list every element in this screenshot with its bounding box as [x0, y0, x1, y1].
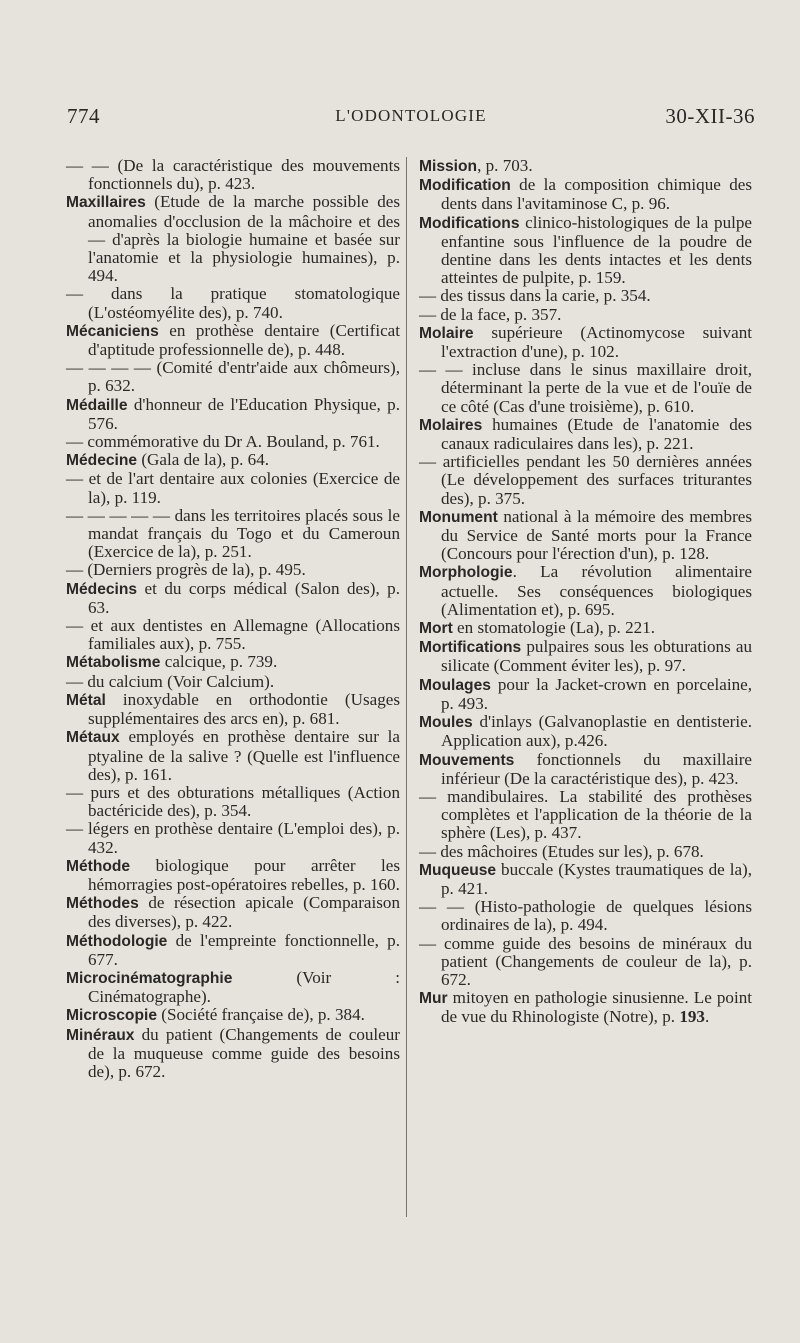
entry-text: humaines (Etude de l'anatomie des canaux radiculaires dans les), p. 221. [441, 414, 752, 454]
index-entry [66, 653, 400, 672]
entry-headword: Médecine [66, 452, 138, 470]
entry-text: (Société française de), p. 384. [157, 1005, 365, 1025]
index-entry [419, 898, 752, 934]
entry-text: — artificielles pendant les 50 dernières années (Le développement des surfaces triturantes des), p. 375. [419, 452, 752, 508]
entry-text: , p. 703. [477, 156, 533, 175]
index-entry [419, 619, 752, 638]
entry-text: — et de l'art dentaire aux colonies (Exercice de la), p. 119. [66, 469, 400, 507]
index-entry [66, 322, 400, 359]
entry-text: du patient (Changements de couleur de la muqueuse comme guide des besoins de), p. 672. [88, 1024, 400, 1081]
entry-headword: Métabolisme [66, 654, 161, 672]
entry-text: d'inlays (Galvanoplastie en dentisterie. Application aux), p.426. [441, 712, 752, 751]
entry-text: de l'empreinte fonctionnelle, p. 677. [88, 930, 400, 969]
index-entry [419, 324, 752, 361]
index-entry [66, 470, 400, 506]
entry-text: — — — — (Comité d'entr'aide aux chômeurs), p. 632. [66, 358, 400, 396]
entry-text: de résection apicale (Comparaison des diverses), p. 422. [88, 893, 400, 932]
entry-headword: Mortifications [419, 639, 522, 657]
entry-headword: Médaille [66, 396, 128, 414]
entry-text: de la composition chimique des dents dans l'avitaminose C, p. 96. [441, 175, 752, 214]
entry-text: biologique pour arrêter les hémorragies post-opératoires rebelles, p. 160. [88, 855, 400, 894]
index-entry [419, 861, 752, 898]
index-entry [419, 508, 752, 564]
entry-headword: Morphologie [419, 564, 513, 582]
entry-headword: Monument [419, 508, 498, 526]
entry-headword: Microcinématographie [66, 969, 233, 987]
entry-text: (Voir : Cinématographe). [88, 967, 400, 1007]
entry-text: et du corps médical (Salon des), p. 63. [88, 578, 400, 617]
entry-text: supérieure (Actinomycose suivant l'extraction d'une), p. 102. [441, 322, 752, 362]
entry-text: . La révolution alimentaire actuelle. Ses conséquences biologiques (Alimentation et), p. 695. [441, 562, 752, 619]
running-header [67, 104, 755, 134]
entry-text: — dans la pratique stomatologique (L'ostéomyélite des), p. 740. [66, 284, 400, 322]
entry-headword: Muqueuse [419, 861, 497, 879]
entry-headword: Médecins [66, 580, 138, 598]
index-entry [66, 285, 400, 321]
entry-text: — — — — — dans les territoires placés sous le mandat français du Togo et du Cameroun (Exercice de la), p. 251. [66, 505, 400, 562]
index-entry [66, 784, 400, 820]
index-entry [419, 453, 752, 508]
entry-text: (Etude de la marche possible des anomalies d'occlusion de la mâchoire et des — d'après la biologie humaine et basée sur l'anatomie et la physiologie humaines), p. 494. [88, 192, 400, 286]
entry-text: — et aux dentistes en Allemagne (Allocations familiales aux), p. 755. [66, 616, 400, 654]
entry-headword: Modification [419, 177, 511, 195]
entry-headword: Mission [419, 158, 478, 175]
column-divider [406, 157, 407, 1217]
index-entry [419, 416, 752, 453]
entry-text: — commémorative du Dr A. Bouland, p. 761. [66, 432, 380, 452]
index-entry [66, 894, 400, 931]
index-entry [66, 969, 400, 1006]
index-entry [66, 932, 400, 969]
entry-text: fonctionnels du maxillaire inférieur (De la caractéristique des), p. 423. [441, 749, 752, 788]
entry-text: employés en prothèse dentaire sur la ptyaline de la salive ? (Quelle est l'influence des), p. 161. [88, 727, 400, 784]
entry-text: calcique, p. 739. [160, 652, 278, 672]
entry-text: — des mâchoires (Etudes sur les), p. 678. [419, 841, 704, 861]
entry-text: (Gala de la), p. 64. [137, 450, 270, 470]
index-entry [66, 617, 400, 653]
entry-text: — comme guide des besoins de minéraux du patient (Changements de couleur de la), p. 672. [419, 933, 752, 989]
index-entry [419, 676, 752, 713]
entry-text: — (Derniers progrès de la), p. 495. [66, 560, 306, 580]
index-entry [419, 788, 752, 843]
page-number: 774 [67, 104, 100, 128]
entry-text: pulpaires sous les obturations au silicate (Comment éviter les), p. 97. [441, 637, 752, 676]
entry-text: en stomatologie (La), p. 221. [452, 618, 656, 638]
entry-headword: Molaires [419, 416, 483, 434]
index-entry [66, 691, 400, 728]
index-column-right [419, 157, 752, 1027]
entry-headword: Métaux [66, 729, 120, 747]
index-entry [66, 673, 400, 691]
entry-text: — purs et des obturations métalliques (Action bactéricide des), p. 354. [66, 782, 400, 821]
entry-text: national à la mémoire des membres du Service de Santé morts pour la France (Concours pour l'érection d'un), p. 128. [441, 506, 752, 564]
entry-headword: Mur [419, 990, 448, 1008]
entry-headword: Métal [66, 691, 106, 709]
index-entry [66, 433, 400, 451]
index-entry [66, 561, 400, 579]
index-entry [66, 451, 400, 470]
entry-headword: Méthodologie [66, 932, 168, 950]
index-entry [66, 728, 400, 784]
index-entry [419, 563, 752, 619]
index-entry [66, 1026, 400, 1082]
entry-headword: Moulages [419, 676, 491, 694]
index-entry [66, 359, 400, 395]
index-entry [419, 638, 752, 675]
index-entry [66, 193, 400, 285]
entry-text: d'honneur de l'Education Physique, p. 576. [88, 394, 400, 433]
entry-text: — mandibulaires. La stabilité des prothèses complètes et l'application de la théorie de la sphère (Les), p. 437. [419, 786, 752, 843]
entry-headword: Mort [419, 620, 453, 638]
entry-text: — légers en prothèse dentaire (L'emploi des), p. 432. [66, 819, 400, 857]
index-entry [66, 580, 400, 617]
entry-headword: Modifications [419, 214, 520, 232]
issue-date: 30-XII-36 [665, 104, 755, 128]
entry-text: — — (De la caractéristique des mouvements fonctionnels du), p. 423. [66, 156, 400, 194]
entry-headword: Minéraux [66, 1026, 135, 1044]
entry-text: — — incluse dans le sinus maxillaire droit, déterminant la perte de la vue et de l'ouïe de ce côté (Cas d'une troisième), p. 610. [419, 360, 752, 416]
entry-text: — de la face, p. 357. [419, 304, 562, 324]
entry-text: mitoyen en pathologie sinusienne. Le point de vue du Rhinologiste (Notre), p. [441, 988, 752, 1027]
entry-text: — des tissus dans la carie, p. 354. [419, 286, 651, 306]
entry-headword: Méthodes [66, 895, 139, 913]
entry-headword: Microscopie [66, 1007, 157, 1025]
index-entry [419, 157, 752, 176]
index-entry [419, 989, 752, 1026]
index-entry [419, 751, 752, 788]
index-entry [419, 306, 752, 324]
entry-text: pour la Jacket-crown en porcelaine, p. 493. [441, 674, 752, 713]
entry-headword: Maxillaires [66, 194, 146, 212]
entry-text: inoxydable en orthodontie (Usages supplémentaires des arcs en), p. 681. [88, 689, 400, 729]
index-entry [419, 935, 752, 990]
entry-headword: Molaire [419, 324, 474, 342]
entry-text: — du calcium (Voir Calcium). [66, 671, 275, 691]
entry-text: en prothèse dentaire (Certificat d'aptitude professionnelle de), p. 448. [88, 320, 400, 360]
index-entry [66, 857, 400, 894]
entry-text: clinico-histologiques de la pulpe enfantine sous l'influence de la poudre de dentine dans les dents intactes et les dents atteintes de pulpite, p. 159. [441, 212, 752, 288]
index-entry [66, 1006, 400, 1025]
entry-page-bold: 193 [679, 1007, 705, 1027]
index-entry [419, 214, 752, 288]
entry-headword: Méthode [66, 857, 131, 875]
entry-text: buccale (Kystes traumatiques de la), p. 421. [441, 859, 752, 898]
index-entry [419, 713, 752, 750]
index-entry [419, 361, 752, 416]
journal-title: L'ODONTOLOGIE [335, 106, 487, 125]
index-entry [419, 843, 752, 861]
index-entry [66, 507, 400, 562]
index-entry [66, 157, 400, 193]
index-column-left [66, 157, 400, 1081]
index-entry [66, 820, 400, 856]
index-entry [66, 396, 400, 433]
entry-headword: Mouvements [419, 751, 515, 769]
index-entry [419, 176, 752, 213]
entry-text: — — (Histo-pathologie de quelques lésions ordinaires de la), p. 494. [419, 897, 752, 935]
entry-headword: Moules [419, 714, 473, 732]
entry-headword: Mécaniciens [66, 322, 159, 340]
index-entry [419, 287, 752, 305]
entry-end-punct: . [704, 1007, 710, 1027]
